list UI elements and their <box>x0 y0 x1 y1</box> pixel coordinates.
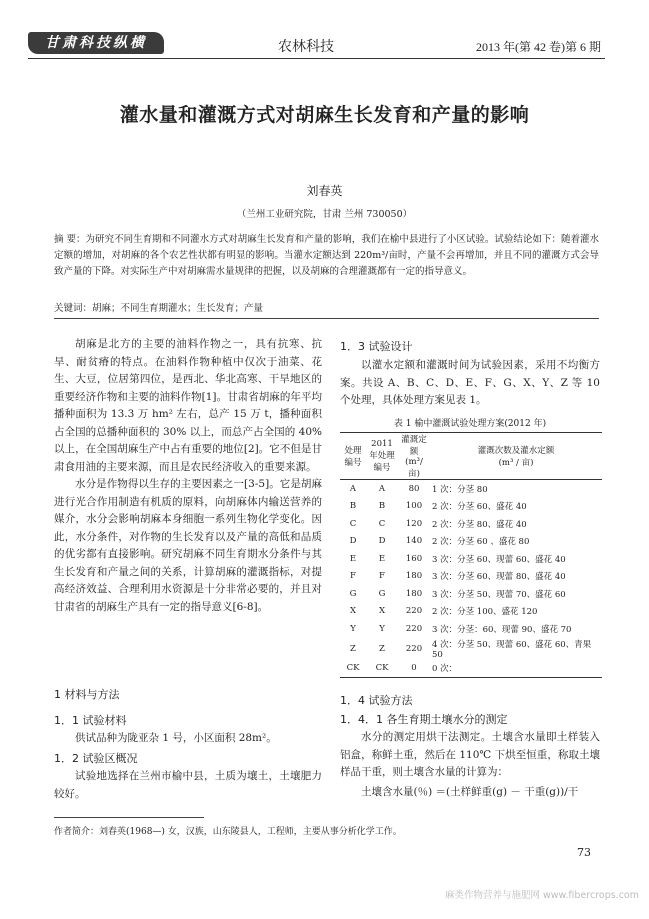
cell-2011: Y <box>379 623 385 634</box>
keywords: 关键词：胡麻；不同生育期灌水；生长发育；产量 <box>54 303 264 314</box>
abstract: 摘 要：为研究不同生育期和不同灌水方式对胡麻生长发育和产量的影响，我们在榆中县进行了小区试验。试验结论如下：随着灌水定额的增加，对胡麻的各个农艺性状都有明显的影响。当灌水定额达到 220m³/亩时，产量不会再增加，并且不同的灌溉方式会导致产量的下降。对实际生产中对胡麻需水量规律的把握，以及胡麻的合理灌溉都有一定的指导意义。 <box>54 234 599 277</box>
cell-2011: C <box>378 518 386 529</box>
cell-quota: 140 <box>405 536 423 547</box>
cell-quota: 220 <box>405 606 423 617</box>
section-name: 农林科技 <box>278 39 334 55</box>
paragraph-water-text: 水分是作物得以生存的主要因素之一[3-5]。它是胡麻进行光合作用制造有机质的原料，向胡麻体内输送营养的媒介，水分会影响胡麻本身细胞一系列生物化学变化。因此，水分条件，对作物的生长发育以及产量的高低和品质的优劣都有直接影响。研究胡麻不同生育期水分条件与其生长发育和产量之间的关系，计算胡麻的灌溉指标，对提高经济效益、合理利用水资源是十分非常必要的，并且对甘肃省的胡麻生产具有一定的指导意义[6-8]。 <box>54 478 322 613</box>
author-affiliation: （兰州工业研究院，甘肃 兰州 730050） <box>236 209 413 220</box>
paragraph-method: 水分的测定用烘干法测定。土壤含水量即土样装入铝盒，称鲜土重，然后在 110℃ 下烘至恒重，称取土壤样品干重，则土壤含水量的计算为： <box>340 731 600 778</box>
cell-schedule: 3 次：分茎 50、现蕾 70、盛花 60 <box>432 589 566 600</box>
watermark: 麻类作物营养与施肥网 www.fibercrops.com <box>444 890 639 901</box>
cell-quota: 180 <box>405 571 423 582</box>
paper-title: 灌水量和灌溉方式对胡麻生长发育和产量的影响 <box>119 104 530 126</box>
footnote-rule <box>54 817 204 818</box>
table-header-row <box>340 433 602 480</box>
table-row <box>340 480 602 498</box>
subsection-heading-site: 1．2 试验区概况 <box>54 752 138 765</box>
paragraph-material: 供试品种为陇亚杂 1 号，小区面积 28m²。 <box>75 732 277 744</box>
cell-quota: 180 <box>405 588 423 599</box>
cell-treatment: A <box>349 483 357 494</box>
table-row <box>340 620 602 638</box>
cell-2011: CK <box>375 663 389 674</box>
abstract-divider <box>54 318 599 319</box>
cell-treatment: B <box>349 501 357 512</box>
paragraph-design: 以灌水定额和灌溉时间为试验因素，采用不均衡方案。共设 A、B、C、D、E、F、G、X、Y、Z 等 10 个处理，具体处理方案见表 1。 <box>340 359 600 406</box>
issue-info: 2013 年(第 42 卷)第 6 期 <box>476 40 601 54</box>
cell-quota: 160 <box>405 553 423 564</box>
cell-schedule: 2 次：分茎 80、盛花 40 <box>432 519 527 530</box>
subsubsection-heading-soil-water: 1．4．1 各生育期土壤水分的测定 <box>340 713 508 726</box>
cell-schedule: 2 次：分茎 60、盛花 40 <box>432 502 527 513</box>
table-row <box>340 660 602 678</box>
table-row <box>340 498 602 516</box>
subsection-heading-method: 1．4 试验方法 <box>340 694 413 707</box>
cell-schedule: 4 次：分茎 50、现蕾 60、盛花 60、青果 50 <box>432 639 592 660</box>
cell-2011: A <box>378 483 386 494</box>
table-header-irrigation-label: 灌溉次数及灌水定额 <box>477 446 555 456</box>
cell-treatment: CK <box>346 663 360 674</box>
journal-logo: 甘肃科技纵横 <box>28 32 164 54</box>
table-row <box>340 638 602 660</box>
cell-quota: 120 <box>405 518 423 529</box>
cell-2011: D <box>378 536 386 547</box>
subsection-heading-design: 1．3 试验设计 <box>340 340 413 353</box>
cell-schedule: 2 次：分茎 60 、盛花 80 <box>432 537 530 548</box>
author-name: 刘春英 <box>306 184 343 198</box>
cell-treatment: G <box>349 588 357 599</box>
table-row <box>340 585 602 603</box>
cell-2011: Z <box>379 643 385 654</box>
cell-schedule: 3 次：分茎 60、现蕾 60、盛花 40 <box>432 554 566 565</box>
table-header-irrigation-unit: (m³ / 亩) <box>498 458 534 468</box>
table-header-quota: 灌溉定额 (m³/亩) <box>401 435 427 479</box>
table-row <box>340 568 602 586</box>
cell-treatment: D <box>349 536 357 547</box>
cell-treatment: F <box>350 571 356 582</box>
table-header-irrigation <box>430 433 602 480</box>
table-caption: 表 1 榆中灌溉试验处理方案(2012 年) <box>393 419 547 429</box>
cell-2011: X <box>378 606 386 617</box>
cell-quota: 0 <box>411 663 417 674</box>
subsection-heading-material: 1．1 试验材料 <box>54 714 127 727</box>
table-header-2011: 2011 年处理编号 <box>369 439 395 473</box>
table-body <box>340 480 602 678</box>
treatment-table <box>340 432 602 678</box>
table-row <box>340 603 602 621</box>
paragraph-intro <box>54 336 322 476</box>
author-bio-footnote: 作者简介：刘春英(1968—) 女，汉族，山东陵县人，工程师，主要从事分析化学工作。 <box>54 827 402 837</box>
paragraph-site: 试验地选择在兰州市榆中县，土质为壤土，土壤肥力较好。 <box>54 770 322 800</box>
paragraph-water <box>54 476 322 616</box>
paragraph-intro-text: 胡麻是北方的主要的油料作物之一，具有抗寒、抗旱、耐贫瘠的特点。在油料作物种植中仅次于油菜、花生、大豆，位居第四位，是西北、华北高寒、干旱地区的重要经济作物和主要的油料作物[1]。甘肃省胡麻的年平均播种面积为 13.3 万 hm² 左右，总产 15 万 t，播种面积占全国的总播种面积的 30% 以上，而总产占全国的 40% 以上，在全国胡麻生产中占有重要的地位[2]。它不但是甘肃食用油的主要来源，而且是农民经济收入的重要来源。 <box>54 338 322 473</box>
cell-treatment: E <box>349 553 357 564</box>
formula-soil-water: 土壤含水量(％) ＝(土样鲜重(g) － 干重(g))/干 <box>361 786 579 798</box>
table-row <box>340 550 602 568</box>
cell-treatment: Y <box>350 623 356 634</box>
page-number: 73 <box>577 846 591 859</box>
cell-treatment: Z <box>350 643 356 654</box>
table-row <box>340 515 602 533</box>
header-rule <box>28 58 605 59</box>
cell-2011: B <box>378 501 386 512</box>
cell-2011: G <box>378 588 386 599</box>
cell-quota: 100 <box>405 501 423 512</box>
cell-schedule: 3 次：分茎：60、现蕾 90、盛花 70 <box>432 624 572 635</box>
cell-2011: E <box>378 553 386 564</box>
cell-schedule: 1 次：分茎 80 <box>432 484 488 495</box>
cell-schedule: 0 次： <box>432 664 458 675</box>
cell-treatment: C <box>349 518 357 529</box>
cell-2011: F <box>379 571 385 582</box>
cell-quota: 220 <box>405 623 423 634</box>
cell-schedule: 2 次：分茎 100、盛花 120 <box>432 607 538 618</box>
cell-quota: 220 <box>405 643 423 654</box>
section-heading-materials: 1 材料与方法 <box>54 688 120 701</box>
cell-quota: 80 <box>408 483 420 494</box>
cell-treatment: X <box>349 606 357 617</box>
table-header-treatment: 处理编号 <box>344 446 362 468</box>
table-row <box>340 533 602 551</box>
cell-schedule: 3 次：分茎 60、现蕾 80、盛花 40 <box>432 572 566 583</box>
